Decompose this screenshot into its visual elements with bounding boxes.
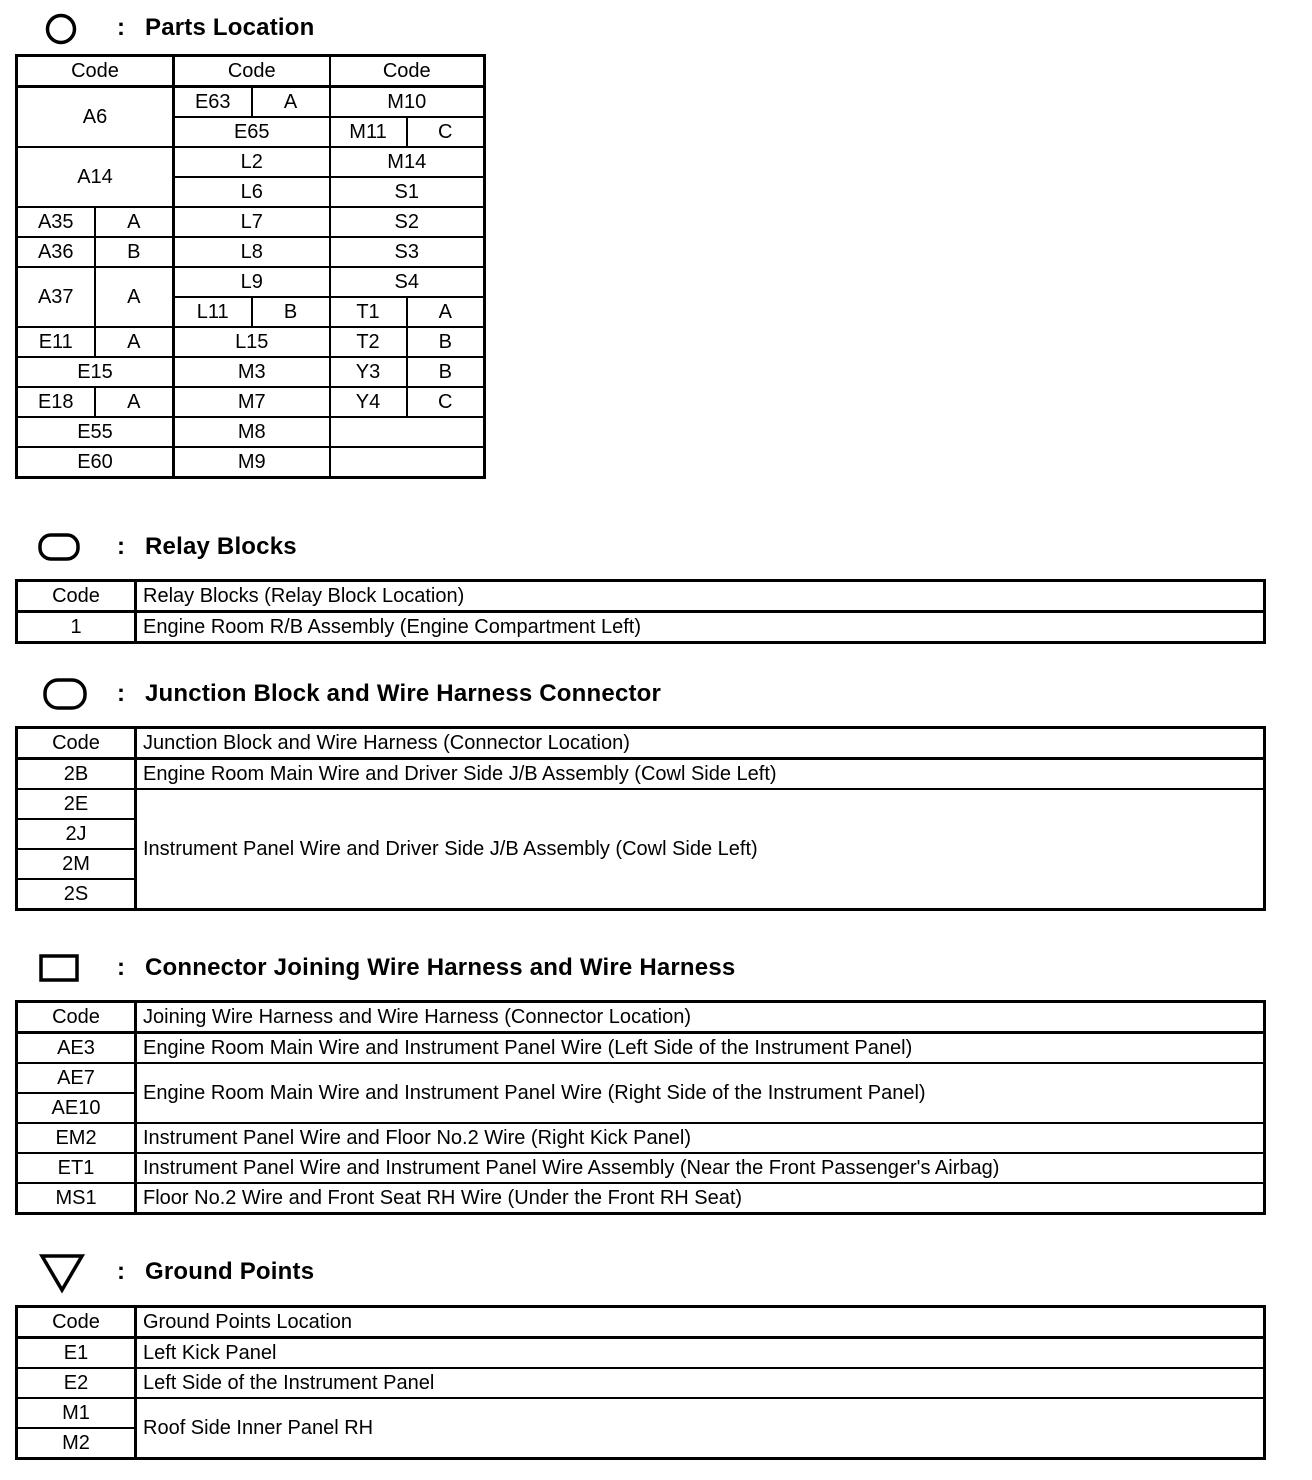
- suffix-cell: A: [95, 327, 174, 357]
- code-cell: L15: [174, 327, 330, 357]
- table-header-row: [17, 1307, 1265, 1338]
- code-cell: 2E: [17, 789, 136, 819]
- code-cell: M2: [17, 1428, 136, 1459]
- suffix-cell: C: [407, 117, 485, 147]
- table-row: [17, 237, 485, 267]
- suffix-cell: B: [407, 327, 485, 357]
- desc-cell: Engine Room Main Wire and Instrument Panel Wire (Left Side of the Instrument Panel): [136, 1033, 1265, 1064]
- section-title: Junction Block and Wire Harness Connector: [145, 680, 662, 707]
- code-cell: M14: [330, 147, 485, 177]
- code-cell: 1: [17, 612, 136, 643]
- desc-cell: Instrument Panel Wire and Instrument Panel Wire Assembly (Near the Front Passenger's Airbag): [136, 1153, 1265, 1183]
- rounded-rectangle-icon: [38, 531, 80, 563]
- code-cell: E2: [17, 1368, 136, 1398]
- table-row: [17, 1183, 1265, 1214]
- connector-joining-heading: [0, 948, 1300, 988]
- table-header-row: [17, 1002, 1265, 1033]
- header-desc: Joining Wire Harness and Wire Harness (Connector Location): [136, 1002, 1265, 1033]
- table-row: [17, 207, 485, 237]
- connector-joining-table: [15, 1000, 1266, 1215]
- code-cell: M7: [174, 387, 330, 417]
- code-cell: AE7: [17, 1063, 136, 1093]
- header-code: Code: [17, 56, 174, 87]
- code-cell: E55: [17, 417, 174, 447]
- code-cell: 2M: [17, 849, 136, 879]
- code-cell: AE3: [17, 1033, 136, 1064]
- header-desc: Ground Points Location: [136, 1307, 1265, 1338]
- empty-cell: [330, 447, 485, 478]
- parts-location-heading: [0, 8, 1300, 48]
- table-row: [17, 267, 485, 297]
- suffix-cell: B: [95, 237, 174, 267]
- suffix-cell: A: [95, 387, 174, 417]
- suffix-cell: A: [95, 207, 174, 237]
- header-code: Code: [17, 581, 136, 612]
- desc-cell: Engine Room Main Wire and Instrument Panel Wire (Right Side of the Instrument Panel): [136, 1063, 1265, 1123]
- desc-cell: Instrument Panel Wire and Driver Side J/B Assembly (Cowl Side Left): [136, 789, 1265, 910]
- code-cell: S1: [330, 177, 485, 207]
- table-row: [17, 789, 1265, 819]
- suffix-cell: B: [252, 297, 330, 327]
- desc-cell: Instrument Panel Wire and Floor No.2 Wire (Right Kick Panel): [136, 1123, 1265, 1153]
- code-cell: EM2: [17, 1123, 136, 1153]
- code-cell: E60: [17, 447, 174, 478]
- table-header-row: [17, 728, 1265, 759]
- code-cell: MS1: [17, 1183, 136, 1214]
- table-row: [17, 1338, 1265, 1369]
- table-row: [17, 387, 485, 417]
- junction-block-table: [15, 726, 1266, 911]
- section-title: Relay Blocks: [145, 533, 297, 560]
- table-row: [17, 1153, 1265, 1183]
- desc-cell: Left Kick Panel: [136, 1338, 1265, 1369]
- square-icon: [38, 952, 82, 984]
- desc-cell: Left Side of the Instrument Panel: [136, 1368, 1265, 1398]
- code-cell: L9: [174, 267, 330, 297]
- code-cell: E15: [17, 357, 174, 387]
- table-row: [17, 612, 1265, 643]
- table-row: [17, 327, 485, 357]
- heading-colon: :: [117, 14, 125, 41]
- section-title: Connector Joining Wire Harness and Wire Harness: [145, 954, 736, 981]
- code-cell: A6: [17, 87, 174, 148]
- section-title: Parts Location: [145, 14, 315, 41]
- table-row: [17, 1123, 1265, 1153]
- code-cell: L6: [174, 177, 330, 207]
- header-desc: Junction Block and Wire Harness (Connector Location): [136, 728, 1265, 759]
- table-row: [17, 87, 485, 118]
- circle-icon: [44, 12, 78, 46]
- code-cell: L8: [174, 237, 330, 267]
- table-row: [17, 357, 485, 387]
- table-header-row: [17, 581, 1265, 612]
- junction-block-heading: [0, 674, 1300, 714]
- oval-icon: [42, 676, 88, 712]
- header-code: Code: [17, 1307, 136, 1338]
- table-row: [17, 1033, 1265, 1064]
- relay-blocks-heading: [0, 527, 1300, 567]
- code-cell: M11: [330, 117, 407, 147]
- code-cell: S4: [330, 267, 485, 297]
- code-cell: AE10: [17, 1093, 136, 1123]
- code-cell: A14: [17, 147, 174, 207]
- code-cell: M1: [17, 1398, 136, 1428]
- header-code: Code: [17, 1002, 136, 1033]
- heading-colon: :: [117, 680, 125, 707]
- code-cell: M3: [174, 357, 330, 387]
- header-desc: Relay Blocks (Relay Block Location): [136, 581, 1265, 612]
- heading-colon: :: [117, 533, 125, 560]
- code-cell: E63: [174, 87, 252, 118]
- ground-points-table: [15, 1305, 1266, 1460]
- header-code: Code: [330, 56, 485, 87]
- code-cell: M8: [174, 417, 330, 447]
- code-cell: Y3: [330, 357, 407, 387]
- code-cell: M9: [174, 447, 330, 478]
- desc-cell: Engine Room R/B Assembly (Engine Compartment Left): [136, 612, 1265, 643]
- triangle-down-icon: [38, 1252, 86, 1294]
- code-cell: ET1: [17, 1153, 136, 1183]
- desc-cell: Roof Side Inner Panel RH: [136, 1398, 1265, 1459]
- suffix-cell: A: [95, 267, 174, 327]
- table-row: [17, 417, 485, 447]
- section-title: Ground Points: [145, 1258, 315, 1285]
- code-cell: L11: [174, 297, 252, 327]
- code-cell: Y4: [330, 387, 407, 417]
- code-cell: E65: [174, 117, 330, 147]
- suffix-cell: B: [407, 357, 485, 387]
- code-cell: L2: [174, 147, 330, 177]
- ground-points-heading: [0, 1252, 1300, 1292]
- suffix-cell: A: [407, 297, 485, 327]
- heading-colon: :: [117, 954, 125, 981]
- table-row: [17, 1398, 1265, 1428]
- table-row: [17, 1368, 1265, 1398]
- code-cell: T2: [330, 327, 407, 357]
- code-cell: M10: [330, 87, 485, 118]
- empty-cell: [330, 417, 485, 447]
- table-row: [17, 147, 485, 177]
- code-cell: A36: [17, 237, 95, 267]
- desc-cell: Floor No.2 Wire and Front Seat RH Wire (Under the Front RH Seat): [136, 1183, 1265, 1214]
- suffix-cell: C: [407, 387, 485, 417]
- code-cell: E11: [17, 327, 95, 357]
- parts-location-table: [15, 54, 486, 479]
- table-row: [17, 1063, 1265, 1093]
- table-row: [17, 759, 1265, 790]
- header-code: Code: [174, 56, 330, 87]
- code-cell: A37: [17, 267, 95, 327]
- heading-colon: :: [117, 1258, 125, 1285]
- code-cell: 2S: [17, 879, 136, 910]
- header-code: Code: [17, 728, 136, 759]
- relay-blocks-table: [15, 579, 1266, 644]
- table-row: [17, 447, 485, 478]
- code-cell: 2J: [17, 819, 136, 849]
- table-header-row: [17, 56, 485, 87]
- code-cell: A35: [17, 207, 95, 237]
- code-cell: L7: [174, 207, 330, 237]
- suffix-cell: A: [252, 87, 330, 118]
- code-cell: 2B: [17, 759, 136, 790]
- code-cell: S3: [330, 237, 485, 267]
- code-cell: E1: [17, 1338, 136, 1369]
- code-cell: T1: [330, 297, 407, 327]
- code-cell: S2: [330, 207, 485, 237]
- desc-cell: Engine Room Main Wire and Driver Side J/B Assembly (Cowl Side Left): [136, 759, 1265, 790]
- code-cell: E18: [17, 387, 95, 417]
